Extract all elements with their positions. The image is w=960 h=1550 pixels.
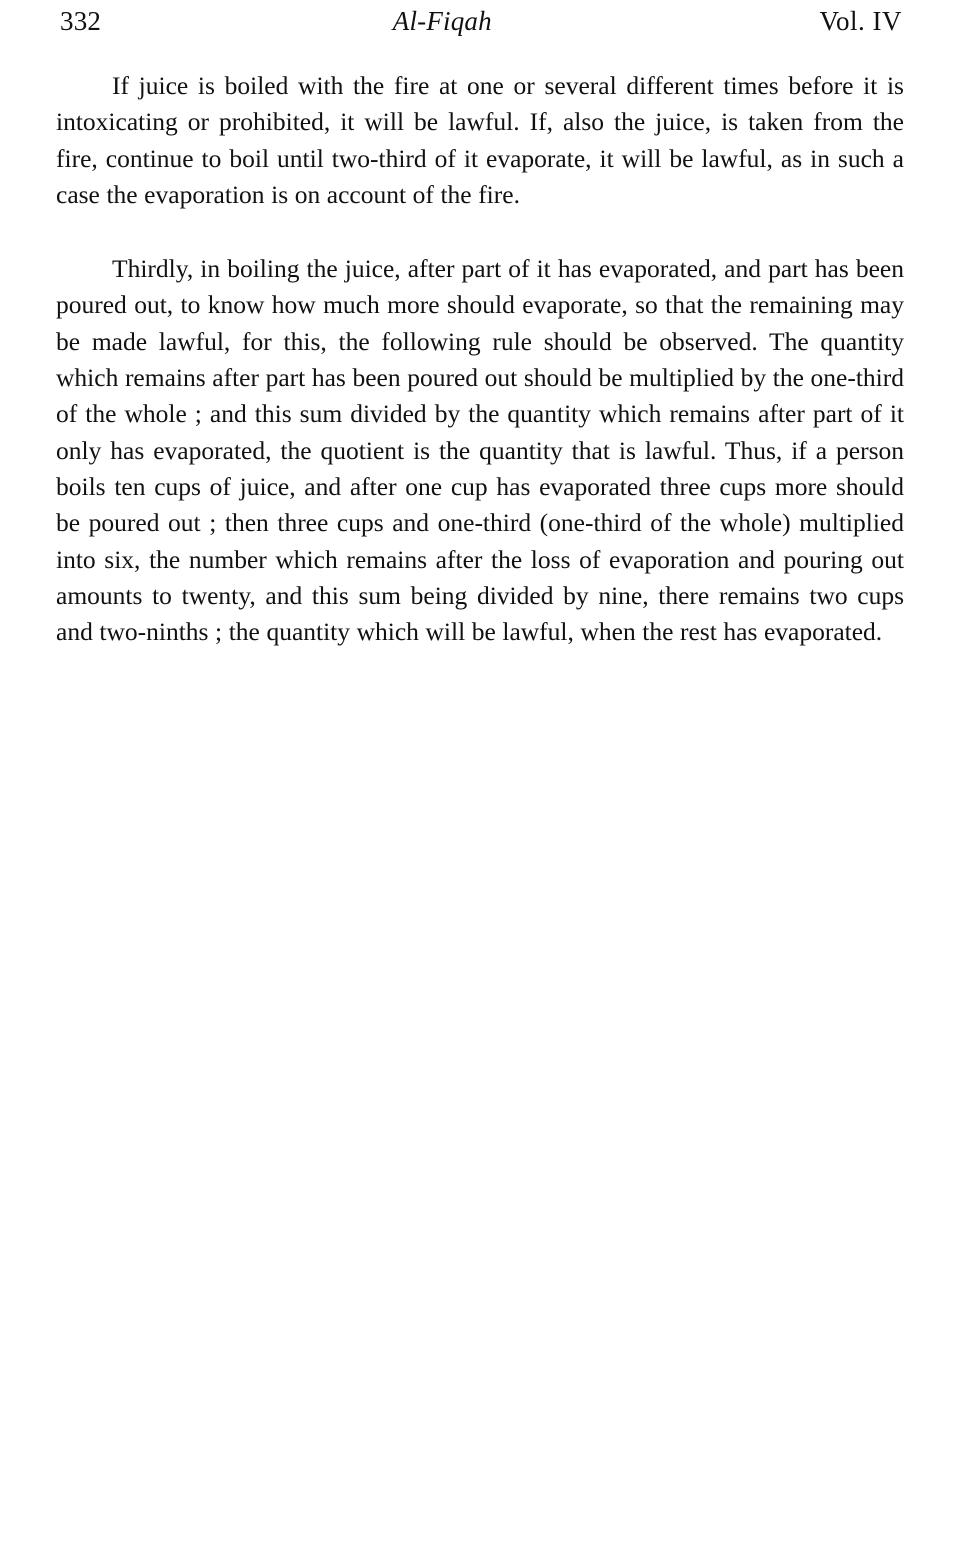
book-title: Al-Fiqah bbox=[392, 6, 492, 36]
body-text bbox=[56, 68, 904, 650]
paragraph: If juice is boiled with the fire at one or several different times before it is intoxicating or prohibited, it will be lawful. If, also the juice, is taken from the fire, continue to boil until two-third of it evaporate, it will be lawful, as in such a case the evaporation is on account of the fire. bbox=[56, 71, 904, 209]
paragraph: Thirdly, in boiling the juice, after part of it has evaporated, and part has been poured out, to know how much more should evaporate, so that the remaining may be made lawful, for this, the following rule should be observed. The quantity which remains after part has been poured out should be multiplied by the one-third of the whole ; and this sum divided by the quantity which remains after part of it only has evaporated, the quotient is the quantity that is lawful. Thus, if a person boils ten cups of juice, and after one cup has evaporated three cups more should be poured out ; then three cups and one-third (one-third of the whole) multiplied into six, the number which remains after the loss of evaporation and pouring out amounts to twenty, and this sum being divided by nine, there remains two cups and two-ninths ; the quantity which will be lawful, when the rest has evaporated. bbox=[56, 254, 904, 647]
page-number: 332 bbox=[60, 6, 102, 36]
running-head bbox=[60, 6, 902, 46]
volume-label: Vol. IV bbox=[819, 6, 902, 36]
